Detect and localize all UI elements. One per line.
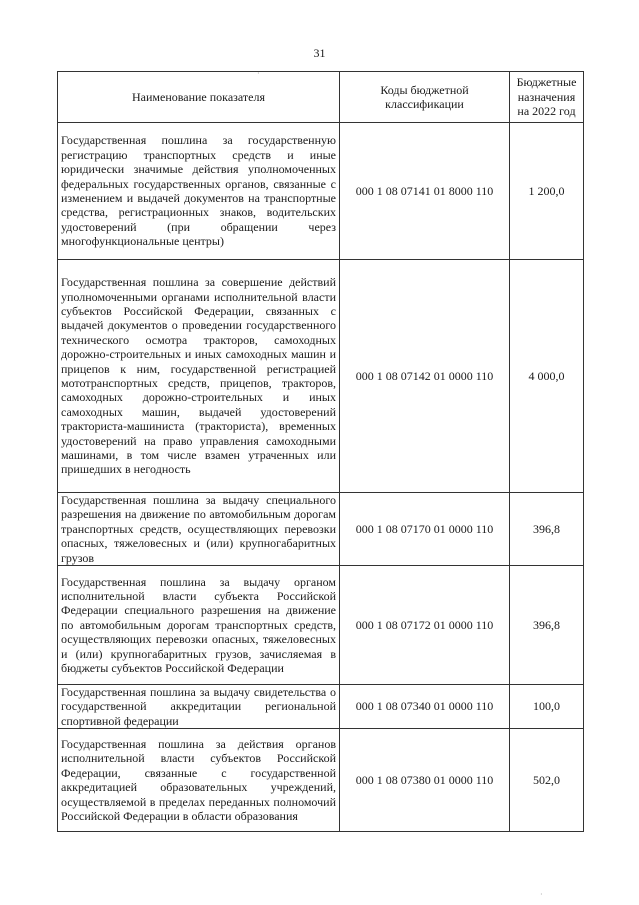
table-row bbox=[58, 123, 584, 260]
table-header-row bbox=[58, 72, 584, 123]
amount-cell: 100,0 bbox=[510, 685, 584, 729]
budget-code-cell: 000 1 08 07380 01 0000 110 bbox=[340, 729, 510, 832]
amount-cell: 396,8 bbox=[510, 493, 584, 566]
table-row bbox=[58, 729, 584, 832]
indicator-name-cell: Государственная пошлина за выдачу специального разрешения на движение по автомобильным дорогам транспортных средств, осуществляющих перевозки опасных, тяжеловесных и (или) крупногабаритных грузов bbox=[58, 493, 340, 566]
indicator-name-cell: Государственная пошлина за действия органов исполнительной власти субъектов Российской Федерации, связанные с государственной аккредитацией образовательных учреждений, осуществляемой в пределах переданных полномочий Российской Федерации в области образования bbox=[58, 729, 340, 832]
amount-cell: 502,0 bbox=[510, 729, 584, 832]
budget-code-cell: 000 1 08 07172 01 0000 110 bbox=[340, 566, 510, 685]
budget-code-cell: 000 1 08 07170 01 0000 110 bbox=[340, 493, 510, 566]
budget-table bbox=[57, 71, 584, 832]
amount-cell: 396,8 bbox=[510, 566, 584, 685]
amount-cell: 1 200,0 bbox=[510, 123, 584, 260]
table-row bbox=[58, 493, 584, 566]
indicator-name-cell: Государственная пошлина за выдачу органом исполнительной власти субъекта Российской Федерации специального разрешения на движение по автомобильным дорогам транспортных средств, осуществляющих перевозки опасных, тяжеловесных и (или) крупногабаритных грузов, зачисляемая в бюджеты субъектов Российской Федерации bbox=[58, 566, 340, 685]
table-row bbox=[58, 566, 584, 685]
indicator-name-cell: Государственная пошлина за совершение действий уполномоченными органами исполнительной власти субъектов Российской Федерации, связанных с выдачей документов о проведении государственного технического осмотра тракторов, самоходных дорожно-строительных и иных самоходных машин и прицепов к ним, государственной регистрацией мототранспортных средств, прицепов, тракторов, самоходных дорожно-строительных и иных самоходных машин, выдачей удостоверений тракториста-машиниста (тракториста), временных удостоверений на право управления самоходными машинами, в том числе взамен утраченных или пришедших в негодность bbox=[58, 260, 340, 493]
scan-dot-mark: · bbox=[540, 890, 543, 899]
scan-dot-mark: · bbox=[257, 69, 260, 78]
table-row bbox=[58, 260, 584, 493]
header-budget-allocations: Бюджетные назначения на 2022 год bbox=[510, 72, 584, 123]
budget-code-cell: 000 1 08 07340 01 0000 110 bbox=[340, 685, 510, 729]
indicator-name-cell: Государственная пошлина за государственную регистрацию транспортных средств и иные юридически значимые действия уполномоченных федеральных государственных органов, связанные с изменением и выдачей документов на транспортные средства, регистрационных знаков, водительских удостоверений (при обращении через многофункциональные центры) bbox=[58, 123, 340, 260]
budget-code-cell: 000 1 08 07141 01 8000 110 bbox=[340, 123, 510, 260]
page-number: 31 bbox=[313, 46, 326, 60]
header-indicator-name: Наименование показателя bbox=[58, 72, 340, 123]
table-row bbox=[58, 685, 584, 729]
indicator-name-cell: Государственная пошлина за выдачу свидетельства о государственной аккредитации региональной спортивной федерации bbox=[58, 685, 340, 729]
budget-code-cell: 000 1 08 07142 01 0000 110 bbox=[340, 260, 510, 493]
header-budget-codes: Коды бюджетной классификации bbox=[340, 72, 510, 123]
amount-cell: 4 000,0 bbox=[510, 260, 584, 493]
